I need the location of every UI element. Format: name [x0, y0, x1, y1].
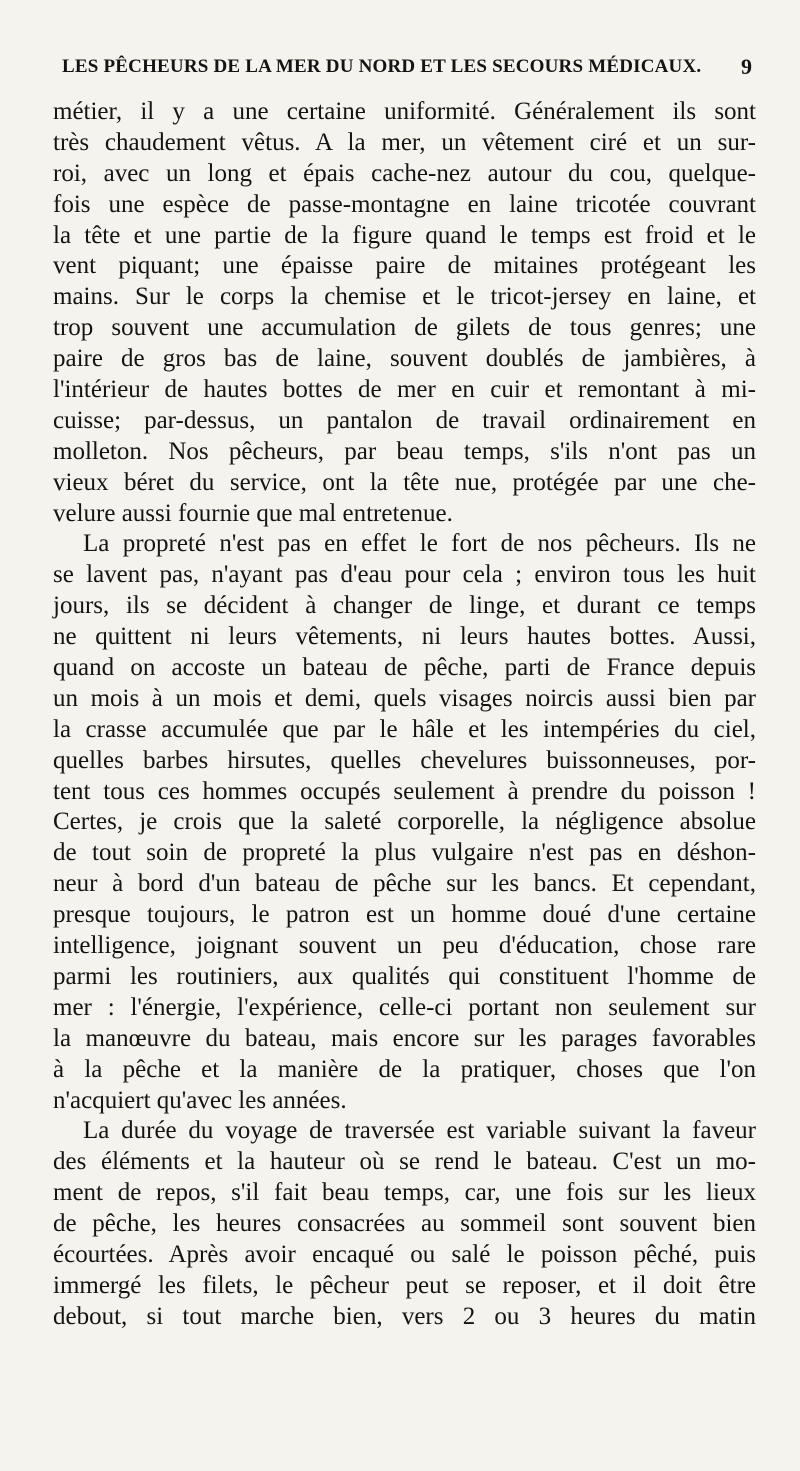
text-line: cuisse; par-dessus, un pantalon de travail ordinairement en: [53, 406, 756, 434]
paragraph-start-line: La propreté n'est pas en effet le fort de nos pêcheurs. Ils ne: [83, 530, 756, 558]
text-line: de pêche, les heures consacrées au sommeil sont souvent bien: [53, 1210, 756, 1238]
text-line: trop souvent une accumulation de gilets de tous genres; une: [53, 314, 756, 342]
text-line: quand on accoste un bateau de pêche, parti de France depuis: [53, 654, 756, 682]
text-line: ment de repos, s'il fait beau temps, car, une fois sur les lieux: [53, 1179, 756, 1207]
text-line: à la pêche et la manière de la pratiquer, choses que l'on: [53, 1055, 756, 1083]
text-line: neur à bord d'un bateau de pêche sur les bancs. Et cependant,: [53, 870, 756, 898]
text-line: la crasse accumulée que par le hâle et les intempéries du ciel,: [53, 715, 756, 743]
paragraph-end-line: n'acquiert qu'avec les années.: [53, 1086, 347, 1114]
text-line: des éléments et la hauteur où se rend le bateau. C'est un mo-: [53, 1148, 756, 1176]
text-line: tent tous ces hommes occupés seulement à prendre du poisson !: [53, 777, 756, 805]
text-line: la manœuvre du bateau, mais encore sur les parages favorables: [53, 1024, 756, 1052]
paragraph-end-line: velure aussi fournie que mal entretenue.: [53, 499, 453, 527]
text-line: mer : l'énergie, l'expérience, celle-ci portant non seulement sur: [53, 993, 756, 1021]
text-line: un mois à un mois et demi, quels visages noircis aussi bien par: [53, 684, 756, 712]
text-line: jours, ils se décident à changer de linge, et durant ce temps: [53, 592, 756, 620]
text-line: écourtées. Après avoir encaqué ou salé le poisson pêché, puis: [53, 1240, 756, 1268]
text-line: paire de gros bas de laine, souvent doublés de jambières, à: [53, 345, 756, 373]
text-line: de tout soin de propreté la plus vulgaire n'est pas en déshon-: [53, 839, 756, 867]
text-line: roi, avec un long et épais cache-nez autour du cou, quelque-: [53, 159, 756, 187]
text-line: fois une espèce de passe-montagne en laine tricotée couvrant: [53, 190, 756, 218]
text-line: ne quittent ni leurs vêtements, ni leurs hautes bottes. Aussi,: [53, 623, 756, 651]
paragraph-start-line: La durée du voyage de traversée est variable suivant la faveur: [83, 1117, 756, 1145]
page-number: 9: [741, 54, 752, 79]
text-line: vent piquant; une épaisse paire de mitaines protégeant les: [53, 252, 756, 280]
text-line: métier, il y a une certaine uniformité. Généralement ils sont: [53, 98, 756, 125]
text-line: vieux béret du service, ont la tête nue, protégée par une che-: [53, 468, 756, 496]
text-line: l'intérieur de hautes bottes de mer en cuir et remontant à mi-: [53, 376, 756, 404]
text-line: immergé les filets, le pêcheur peut se reposer, et il doit être: [53, 1271, 756, 1299]
text-line: debout, si tout marche bien, vers 2 ou 3 heures du matin: [53, 1302, 756, 1330]
text-line: quelles barbes hirsutes, quelles chevelures buissonneuses, por-: [53, 746, 756, 774]
text-line: parmi les routiniers, aux qualités qui constituent l'homme de: [53, 962, 756, 990]
text-line: la tête et une partie de la figure quand le temps est froid et le: [53, 221, 756, 249]
text-line: molleton. Nos pêcheurs, par beau temps, s'ils n'ont pas un: [53, 437, 756, 465]
running-title: LES PÊCHEURS DE LA MER DU NORD ET LES SECOURS MÉDICAUX.: [62, 56, 702, 77]
text-line: très chaudement vêtus. A la mer, un vêtement ciré et un sur-: [53, 128, 756, 156]
text-line: mains. Sur le corps la chemise et le tricot-jersey en laine, et: [53, 283, 756, 311]
body-text: [53, 97, 756, 1333]
page-header: [62, 56, 752, 86]
text-line: se lavent pas, n'ayant pas d'eau pour cela ; environ tous les huit: [53, 561, 756, 589]
text-line: Certes, je crois que la saleté corporelle, la négligence absolue: [53, 808, 756, 836]
text-line: intelligence, joignant souvent un peu d'éducation, chose rare: [53, 932, 756, 960]
text-line: presque toujours, le patron est un homme doué d'une certaine: [53, 901, 756, 929]
